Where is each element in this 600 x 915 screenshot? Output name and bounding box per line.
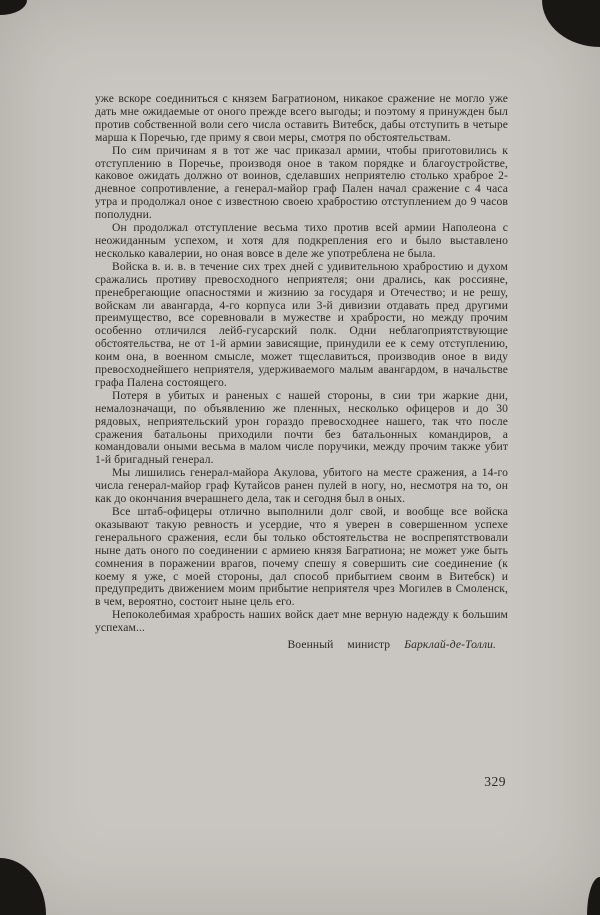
scan-corner-top-left-artifact <box>0 0 27 15</box>
scan-corner-bottom-right-artifact <box>587 877 600 915</box>
paragraph: Он продолжал отступление весьма тихо против всей армии Наполеона с неожиданным успехом, и хотя для подкрепления его и было выставлено несколько кавалерии, но оная вовсе в деле же употреблена не была. <box>95 221 508 260</box>
scan-corner-bottom-left-artifact <box>0 858 46 915</box>
signature-line <box>95 639 508 652</box>
page-text-block <box>95 93 508 652</box>
paragraph: Все штаб-офицеры отлично выполнили долг свой, и вообще все войска оказывают такую ревность и усердие, что я уверен в совершенном успехе генерального сражения, если бы только обстоятельства не воспрепятствовали ныне дать оного по соединении с армиею князя Багратиона; не может уже быть сомнения в поражении врагов, почему спешу я совершить сие соединение (к коему я уже, с моей стороны, дал способ прибытием своим в Витебск) и предупредить движением моим прибытие неприятеля чрез Могилев в Смоленск, в чем, вероятно, состоит ныне цель его. <box>95 505 508 609</box>
paragraph: Непоколебимая храбрость наших войск дает мне верную надежду к большим успехам... <box>95 608 508 635</box>
page-number: 329 <box>484 774 506 789</box>
signature-name: Барклай-де-Толли. <box>404 638 496 652</box>
signature-role: Военный министр <box>287 638 391 652</box>
paragraph: Потеря в убитых и раненых с нашей стороны, в сии три жаркие дни, немалозначащи, по объявлению же пленных, несколько офицеров и до 30 рядовых, неприятельский урон гораздо превосходнее нашего, так что после сражения батальоны приходили почти без батальонных командиров, а командовали оными весьма в малом числе поручики, между прочим также убит 1-й бригадный генерал. <box>95 388 508 467</box>
paragraph: По сим причинам я в тот же час приказал армии, чтобы приготовились к отступлению в Поречье, производя оное в таком порядке и благоустройстве, каковое ожидать должно от воинов, сделавших неприятелю столько храброе 2-дневное сопротивление, а генерал-майор граф Пален начал сражение с 4 часа утра и продолжал оное с известною своею храбростию отступлением до 9 часов пополудни. <box>95 143 508 222</box>
paragraph-continuation: уже вскоре соединиться с князем Багратионом, никакое сражение не могло уже дать мне ожидаемые от оного прежде всего выгоды; и поэтому я принужден был против собственной воли сего числа оставить Витебск, дабы отступить в четыре марша к Поречью, где приму я свои меры, смотря по обстоятельствам. <box>95 92 508 144</box>
paragraph: Войска в. и. в. в течение сих трех дней с удивительною храбростию и духом сражались противу превосходного неприятеля; они дрались, как россияне, пренебрегающие опасностями и жизнию за государя и Отечество; и не решу, войскам ли авангарда, 4-го корпуса или 3-й дивизии отдавать пред другими преимущество, все соревновали в мужестве и храбрости, но между прочим особенно отличился лейб-гусарский полк. Одни неблагоприятствующие обстоятельства, не от 1-й армии зависящие, принудили ее к сему отступлению, коим она, в военном смысле, может тщеславиться, производив оное в виду превосходнейшего неприятеля, удерживаемого малым авангардом, в начальстве графа Палена состоящего. <box>95 259 508 389</box>
paragraph: Мы лишились генерал-майора Акулова, убитого на месте сражения, а 14-го числа генерал-майор граф Кутайсов ранен пулей в ногу, но, несмотря на то, он как до окончания вчерашнего дела, так и сегодня был в оных. <box>95 466 508 506</box>
scan-corner-top-right-artifact <box>542 0 600 47</box>
